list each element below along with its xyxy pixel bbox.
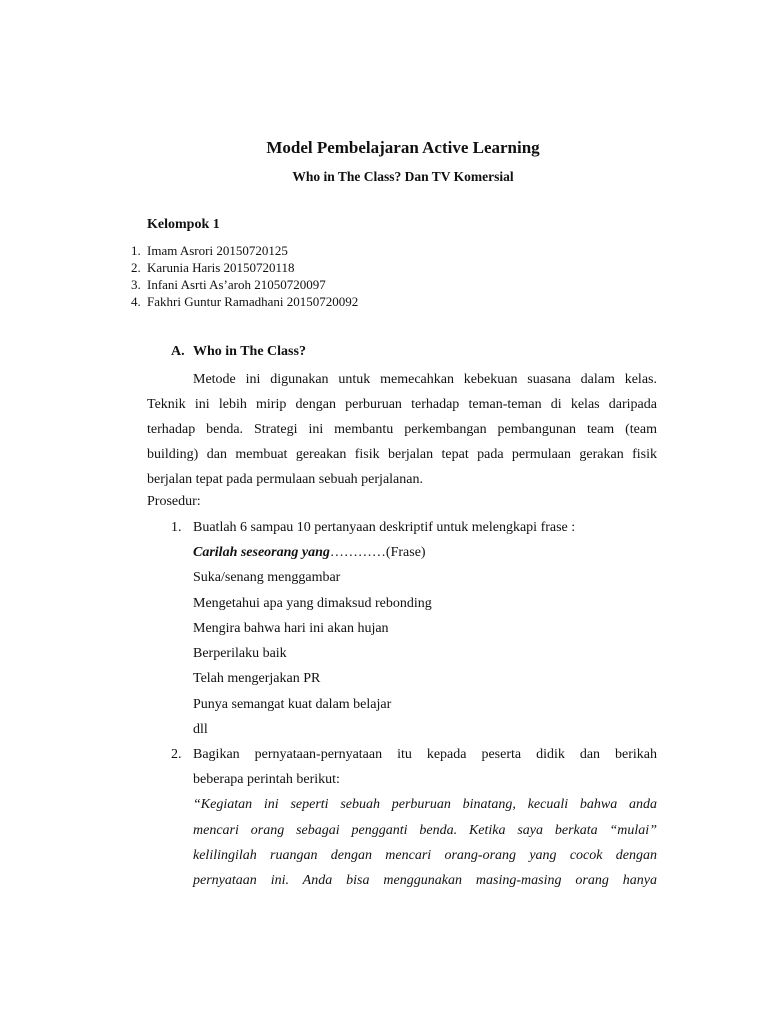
document-title: Model Pembelajaran Active Learning	[266, 138, 540, 157]
step-1-item: dll	[193, 722, 208, 737]
step-1-item: Suka/senang menggambar	[193, 570, 341, 585]
step-2-quote-line: mencari orang sebagai pengganti benda. Ketika saya berkata “mulai”	[193, 823, 657, 838]
paragraph-line: berjalan tepat pada permulaan sebuah perjalanan.	[147, 472, 423, 487]
step-2-quote-line: “Kegiatan ini seperti sebuah perburuan binatang, kecuali bahwa anda	[193, 797, 657, 812]
step-2-text: Bagikan pernyataan-pernyataan itu kepada peserta didik dan berikah	[193, 747, 657, 762]
step-1-item: Mengetahui apa yang dimaksud rebonding	[193, 596, 432, 611]
paragraph-line: Teknik ini lebih mirip dengan perburuan terhadap teman-teman di kelas daripada	[147, 397, 657, 412]
member-text: Fakhri Guntur Ramadhani 20150720092	[147, 294, 359, 309]
member-item	[131, 242, 358, 259]
member-item	[131, 276, 358, 293]
paragraph-line: terhadap benda. Strategi ini membantu perkembangan pembangunan team (team	[147, 422, 657, 437]
step-1-text: Buatlah 6 sampau 10 pertanyaan deskriptif untuk melengkapi frase :	[193, 520, 576, 535]
member-text: Imam Asrori 20150720125	[147, 243, 288, 258]
step-2-number: 2.	[171, 747, 182, 762]
member-text: Karunia Haris 20150720118	[147, 260, 295, 275]
phrase-rest: …………(Frase)	[329, 545, 426, 560]
step-2-quote-line: kelilingilah ruangan dengan mencari orang-orang yang cocok dengan	[193, 848, 657, 863]
step-2-quote-line: pernyataan ini. Anda bisa menggunakan masing-masing orang hanya	[193, 873, 657, 888]
phrase-bold-italic: Carilah seseorang yang	[193, 545, 330, 560]
member-item	[131, 259, 358, 276]
member-text: Infani Asrti As’aroh 21050720097	[147, 277, 326, 292]
paragraph-line: building) dan membuat gereakan fisik berjalan tepat pada permulaan gerakan fisik	[147, 447, 657, 462]
paragraph-line: Metode ini digunakan untuk memecahkan kebekuan suasana dalam kelas.	[193, 372, 657, 387]
group-heading: Kelompok 1	[147, 217, 220, 232]
step-1-phrase	[193, 545, 426, 561]
member-number: 1.	[131, 243, 141, 258]
step-1-item: Punya semangat kuat dalam belajar	[193, 697, 392, 712]
member-number: 4.	[131, 294, 141, 309]
member-list	[131, 242, 358, 310]
member-number: 3.	[131, 277, 141, 292]
step-1-number: 1.	[171, 520, 182, 535]
section-a-paragraph	[147, 367, 657, 492]
section-title: Who in The Class?	[193, 344, 306, 359]
member-number: 2.	[131, 260, 141, 275]
section-a-heading	[171, 344, 306, 360]
member-item	[131, 293, 358, 310]
step-1-item: Mengira bahwa hari ini akan hujan	[193, 621, 389, 636]
step-1-item: Berperilaku baik	[193, 646, 287, 661]
prosedur-label: Prosedur:	[147, 494, 201, 509]
step-2-text: beberapa perintah berikut:	[193, 772, 340, 787]
section-letter: A.	[171, 344, 185, 359]
step-1-item: Telah mengerjakan PR	[193, 671, 321, 686]
document-subtitle: Who in The Class? Dan TV Komersial	[292, 169, 514, 184]
